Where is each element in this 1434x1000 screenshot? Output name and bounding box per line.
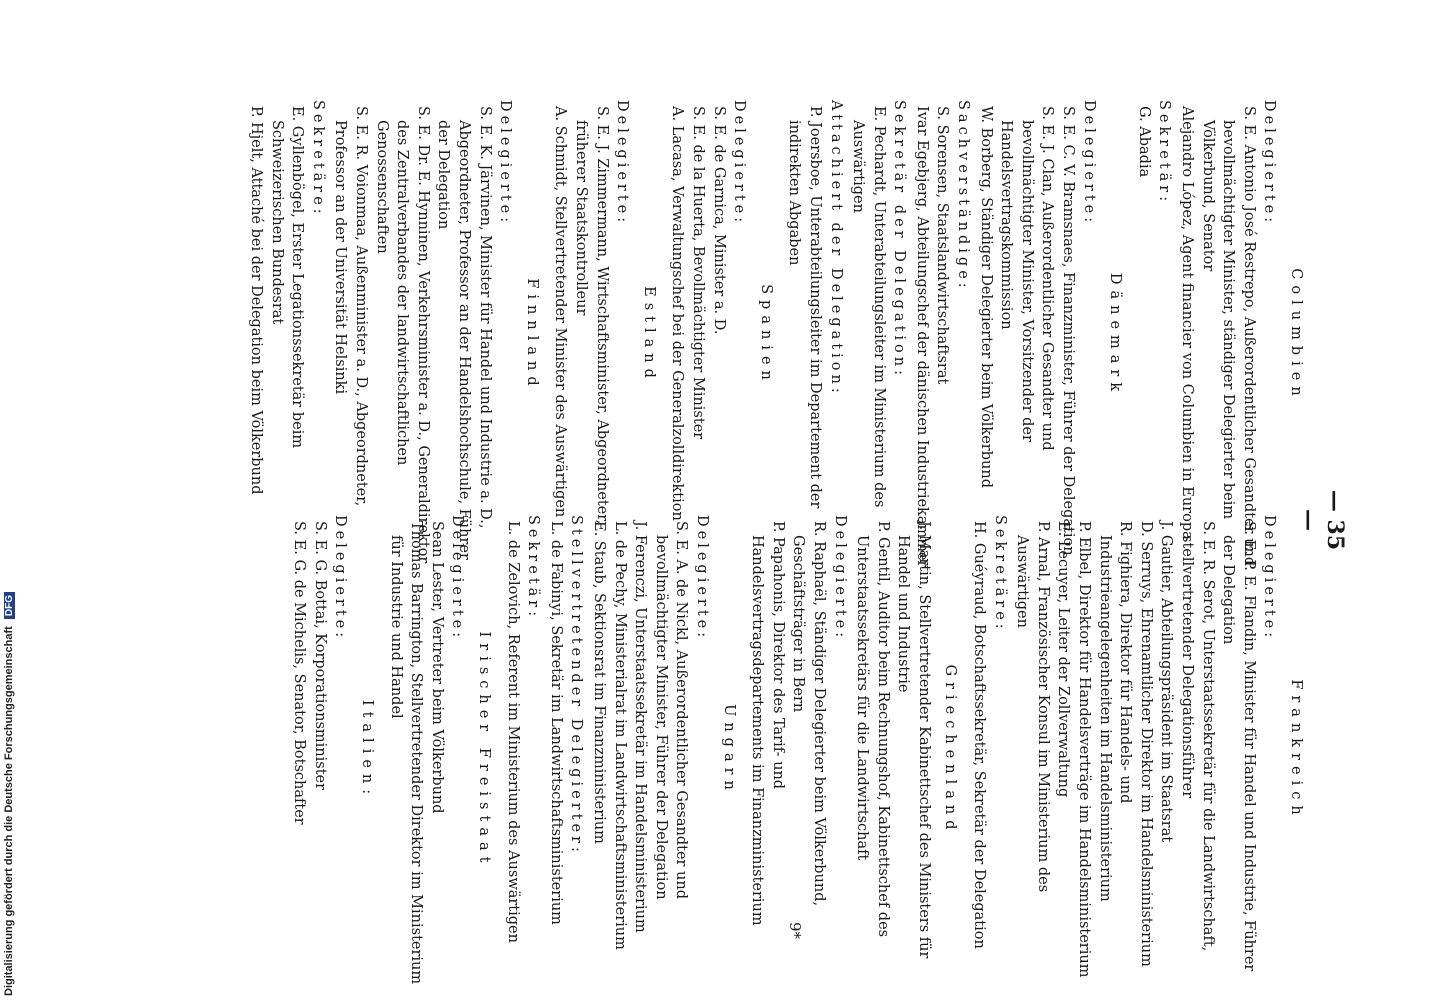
- dfg-logo: DFG: [4, 592, 15, 619]
- country-heading: Dänemark: [1107, 272, 1124, 398]
- delegate-entry: H. Guéyraud, Botschaftssekretär, Sekretär der Delegation: [971, 521, 988, 949]
- delegate-entry: S. E. de la Huerta, Bevollmächtigter Minister: [689, 106, 706, 440]
- delegate-entry: S. E. K. Järvinen, Minister für Handel und Industrie a. D., Abgeordneter, Professor an der Handelshochschule, Führer der Delegation: [435, 106, 493, 560]
- delegate-entry: P. Joersboe, Unterabteilungsleiter im Departement der indirekten Abgaben: [786, 106, 823, 509]
- footer-line: [3, 596, 15, 996]
- country-heading: Columbien: [1288, 268, 1304, 402]
- delegate-entry: E. Lecuyer, Leiter der Zollverwaltung: [1055, 521, 1072, 798]
- right-column: [289, 515, 1314, 985]
- delegate-entry: R. Fighiera, Direktor für Handels- und Industrieangelegenheiten im Handelsministerium: [1096, 521, 1134, 902]
- delegate-entry: E. Pechardt, Unterabteilungsleiter im Ministerium des Auswärtigen: [850, 106, 887, 508]
- delegate-entry: P. Elbel, Direktor für Handelsverträge im Handelsministerium: [1076, 521, 1093, 978]
- delegate-entry: Thomas Barrington, Stellvertretender Direktor im Ministerium für Industrie und Handel: [387, 521, 425, 985]
- role-label: Sekretär der Delegation:: [891, 100, 908, 379]
- role-label: Sachverständige:: [955, 100, 972, 292]
- delegate-entry: S. E. R. Serot, Unterstaatssekretär für die Landwirtschaft, stellvertretender Delegationsführer: [1179, 521, 1216, 952]
- delegate-entry: L. de Pechy, Ministerialrat im Landwirtschaftsministerium: [611, 521, 628, 950]
- role-label: Attachiert der Delegation:: [827, 100, 844, 397]
- delegate-entry: S. E. P. E. Flandin, Minister für Handel und Industrie, Führer der Delegation: [1220, 521, 1257, 972]
- delegate-entry: E. Staub, Sektionsrat im Finanzministerium: [591, 521, 607, 844]
- delegate-entry: L. de Zelovich, Referent im Ministerium des Auswärtigen: [504, 521, 521, 943]
- delegate-entry: P. Hjelt, Attaché bei der Delegation beim Völkerbund: [248, 106, 265, 495]
- role-label: Delegierte:: [731, 100, 748, 227]
- delegate-entry: S. E. J. Clan, Außerordentlicher Gesandter und bevollmächtigter Minister, Vorsitzender der Handelsvertragskommission: [998, 106, 1056, 451]
- role-label: Delegierte:: [1080, 100, 1097, 227]
- delegate-entry: W. Borberg, Ständiger Delegierter beim Völkerbund: [977, 106, 994, 488]
- delegate-entry: S. Sorensen, Staatslandwirtschaftsrat: [934, 106, 951, 385]
- delegate-entry: S. E. R. Voionmaa, Außenminister a. D., Abgeordneter, Professor an der Universität Helsinki: [332, 106, 370, 507]
- role-label: Delegierte:: [1261, 100, 1278, 227]
- page-number-text: — 35 —: [1296, 489, 1348, 551]
- delegate-entry: Alejandro López, Agent financier von Columbien in Europa: [1179, 106, 1196, 540]
- delegate-entry: J. Martin, Stellvertretender Kabinettschef des Ministers für Handel und Industrie: [895, 521, 932, 959]
- delegate-entry: J. Ferenczi, Unterstaatssekretär im Handelsministerium: [632, 521, 649, 933]
- delegate-entry: A. Schmidt, Stellvertretender Minister des Auswärtigen: [552, 106, 569, 518]
- delegate-entry: S. E. C. V. Bramsnaes, Finanzminister, Führer der Delegation: [1060, 106, 1077, 556]
- delegate-entry: P. Papahonis, Direktor des Tarif- und Handelsvertragsdepartements im Finanzministerium: [749, 521, 786, 926]
- country-heading: Italien:: [359, 699, 376, 801]
- delegate-entry: E. Gyllenbögel, Erster Legationssekretär beim Schweizerischen Bundesrat: [268, 106, 306, 449]
- country-heading: Irischer Freistaat: [476, 631, 493, 869]
- role-label: Sekretäre:: [991, 515, 1008, 633]
- delegate-entry: Sean Lester, Vertreter beim Völkerbund: [428, 521, 445, 814]
- footer-text: Digitalisierung gefördert durch die Deutsche Forschungsgemeinschaft: [3, 626, 15, 996]
- delegate-entry: S. E. G. Bottai, Korporationsminister: [311, 521, 328, 791]
- delegate-entry: A. Lacasa, Verwaltungschef bei der Generalzolldirektion: [669, 106, 686, 521]
- page-number: [1296, 470, 1354, 551]
- delegate-entry: S. E. Antonio José Restrepo, Außerordentlicher Gesandter und bevollmächtigter Minister, ständiger Delegierter beim Völkerbund, Senator: [1199, 106, 1257, 567]
- role-label: Delegierte:: [1261, 515, 1278, 642]
- country-heading: Finnland: [523, 278, 540, 392]
- signature-text: 9*: [786, 922, 804, 940]
- left-column: [246, 100, 1315, 570]
- delegate-entry: R. Raphaël, Ständiger Delegierter beim Völkerbund, Geschäftsträger in Bern: [790, 521, 827, 907]
- role-label: Stellvertretender Delegierter:: [568, 515, 585, 856]
- role-label: Sekretär:: [1156, 100, 1173, 206]
- role-label: Delegierte:: [332, 515, 349, 642]
- role-label: Delegierte:: [693, 515, 710, 642]
- country-heading: Estland: [640, 286, 657, 384]
- delegate-entry: S. E. A. de Nickl, Außerordentlicher Gesandter und bevollmächtigter Minister, Führer der Delegation: [652, 521, 690, 900]
- role-label: Delegierte:: [449, 515, 466, 642]
- delegate-entry: S. E. J. Zimmermann, Wirtschaftsminister, Abgeordneter, früherer Staatskontrolleur: [573, 106, 610, 525]
- signature-mark: [786, 922, 848, 948]
- country-heading: Griechenland: [942, 664, 959, 836]
- delegate-entry: S. E. Dr. E. Hynninen, Verkehrsminister a. D., Generaldirektor des Zentralverbandes der landwirtschaftlichen Genossenschaften: [373, 106, 431, 564]
- delegate-entry: L. de Fabinyi, Sekretär im Landwirtschaftsministerium: [547, 521, 564, 925]
- delegate-entry: S. E. G. de Michelis, Senator, Botschafter: [291, 521, 308, 825]
- role-label: Sekretär:: [525, 515, 542, 621]
- country-heading: Ungarn: [720, 704, 737, 796]
- role-label: Sekretäre:: [309, 100, 326, 218]
- role-label: Delegierte:: [831, 515, 848, 642]
- delegate-entry: G. Abadia: [1135, 106, 1152, 178]
- delegate-entry: P. Gentil, Auditor beim Rechnungshof, Kabinettschef des Unterstaatssekretärs für die Landwirtschaft: [854, 521, 891, 938]
- country-heading: Spanien: [757, 284, 774, 386]
- delegate-entry: P. Arnal, Französischer Konsul im Ministerium des Auswärtigen: [1014, 521, 1051, 893]
- role-label: Delegierte:: [614, 100, 631, 227]
- country-heading: Frankreich: [1288, 679, 1304, 821]
- role-label: Delegierte:: [497, 100, 514, 227]
- delegate-entry: S. E. de Garnica, Minister a. D.: [710, 106, 727, 335]
- delegate-entry: D. Serruys, Ehrenamtlicher Direktor im Handelsministerium: [1137, 521, 1154, 967]
- delegate-entry: J. Gautier, Abteilungspräsident im Staatsrat: [1158, 521, 1175, 843]
- delegate-entry: Ivar Egebjerg, Abteilungschef der dänischen Industriekammer: [913, 106, 930, 568]
- digitization-footer: [0, 0, 20, 1000]
